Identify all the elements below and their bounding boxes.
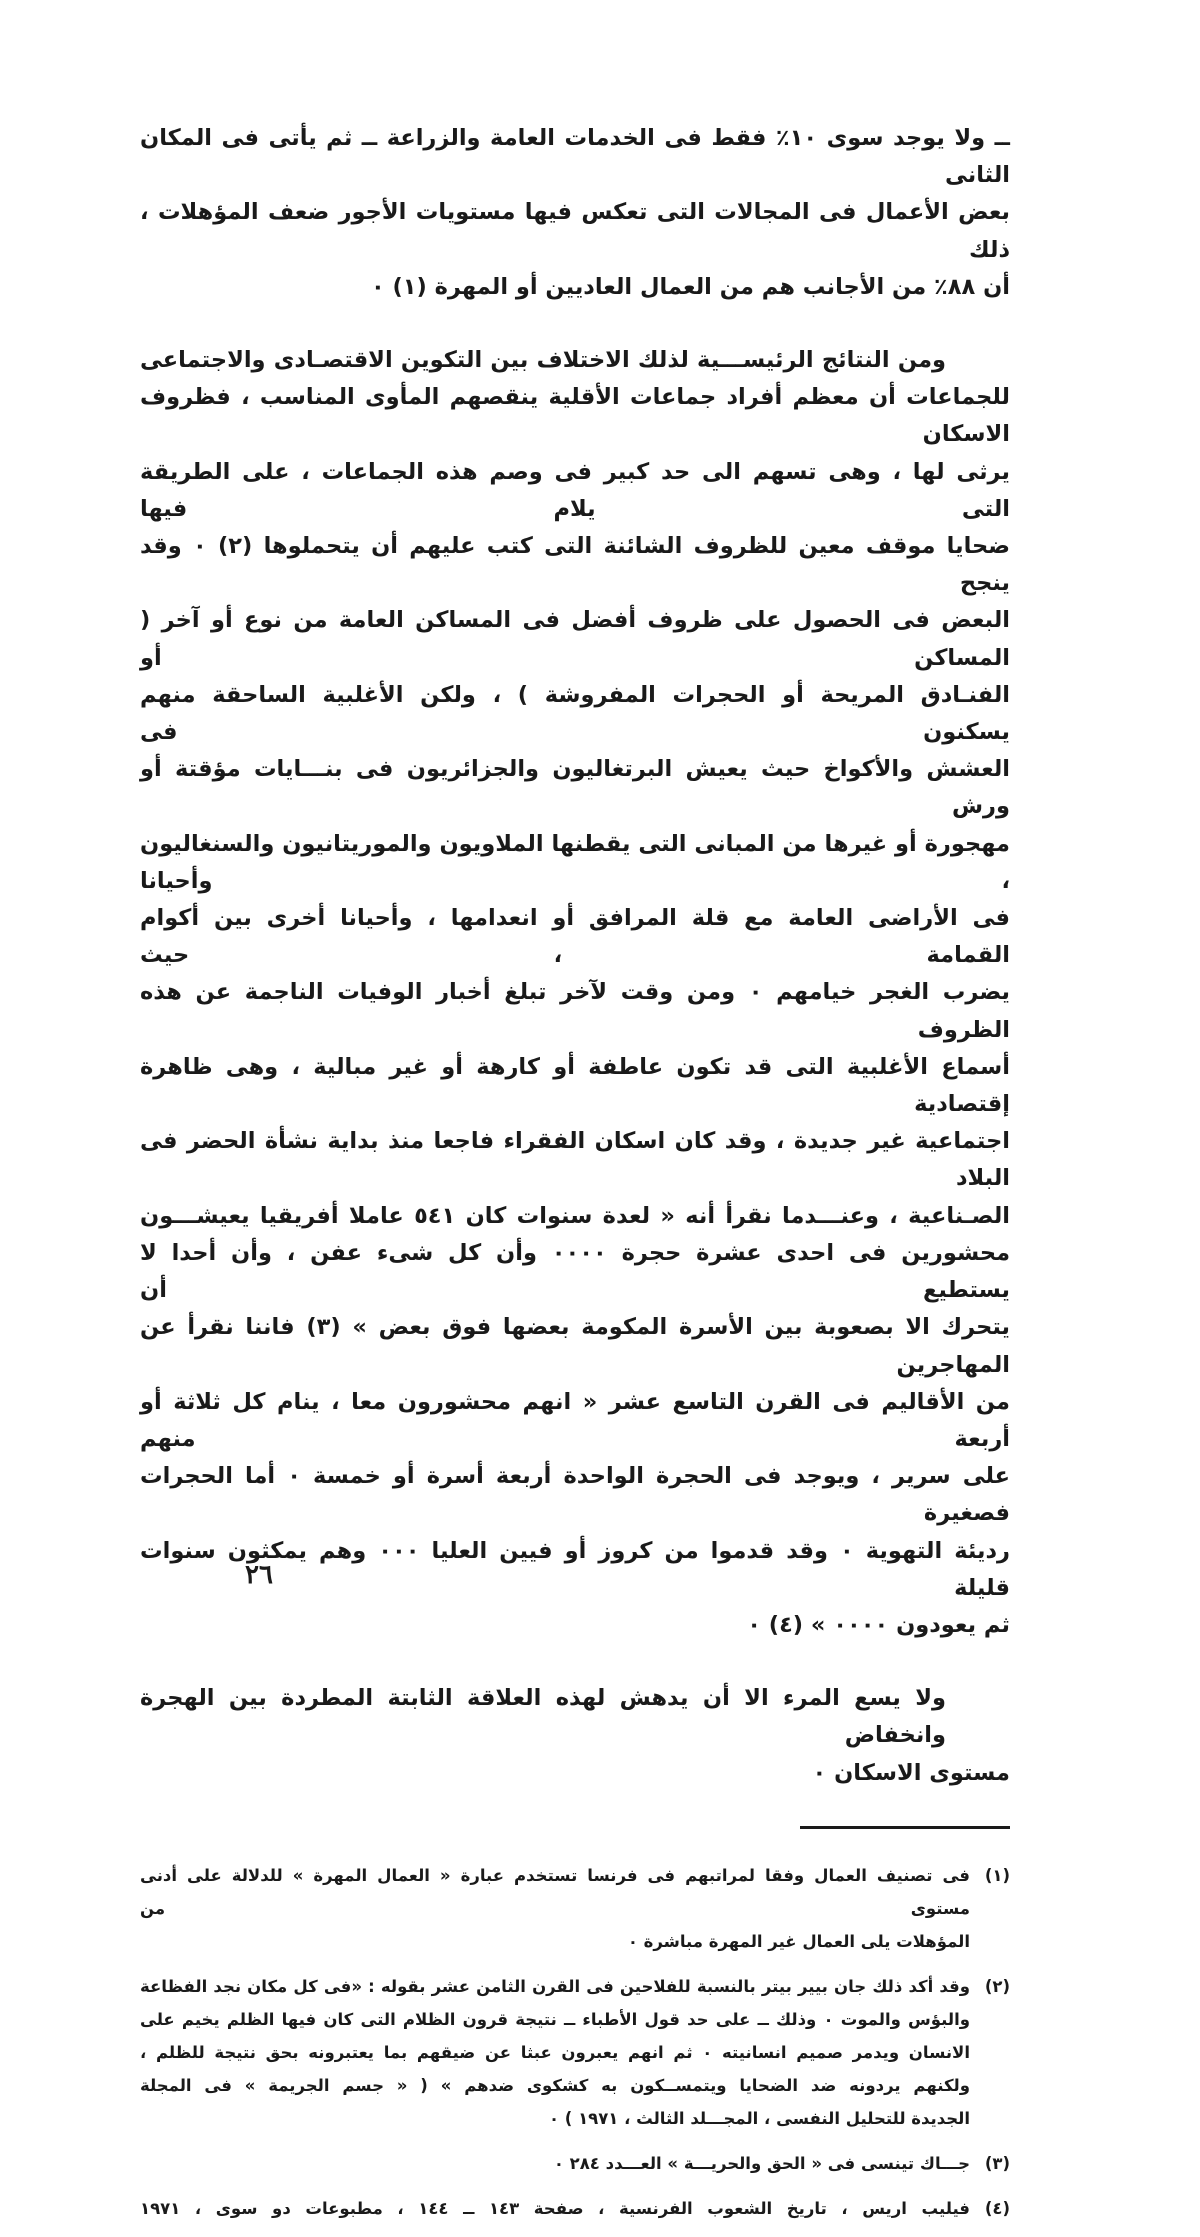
footnote-number: (١) — [984, 1865, 1010, 1885]
text-line: يتحرك الا بصعوبة بين الأسرة المكومة بعضها فوق بعض » (٣) فاننا نقرأ عن المهاجرين — [140, 1314, 1011, 1378]
footnotes — [140, 1859, 1010, 2225]
footnote-text — [140, 2147, 970, 2180]
text-line: فيليب اريس ، تاريخ الشعوب الفرنسية ، صفحة ١٤٣ ــ ١٤٤ ، مطبوعات دو سوى ، ١٩٧١ — [140, 2198, 970, 2218]
paragraph-2 — [140, 342, 1010, 1644]
footnote-number: (٣) — [984, 2153, 1010, 2173]
paragraph-3 — [140, 1680, 1010, 1792]
text-line: من الأقاليم فى القرن التاسع عشر « انهم محشورون معا ، ينام كل ثلاثة أو أربعة منهم — [140, 1388, 1010, 1452]
text-line: يضرب الغجر خيامهم ٠ ومن وقت لآخر تبلغ أخبار الوفيات الناجمة عن هذه الظروف — [140, 979, 1010, 1043]
text-line: للجماعات أن معظم أفراد جماعات الأقلية ينقصهم المأوى المناسب ، فظروف الاسكان — [140, 384, 1010, 448]
text-line: الفنـادق المريحة أو الحجرات المفروشة ) ، ولكن الأغلبية الساحقة منهم يسكنون فى — [140, 681, 1010, 746]
text-line: ثم يعودون ٠٠٠٠ » (٤) ٠ — [747, 1611, 1010, 1638]
text-line: بعض الأعمال فى المجالات التى تعكس فيها مستويات الأجور ضعف المؤهلات ، ذلك — [140, 199, 1010, 263]
text-line: فى الأراضى العامة مع قلة المرافق أو انعدامها ، وأحيانا أخرى بين أكوام القمامة ، حيث — [140, 905, 1010, 969]
text-line: محشورين فى احدى عشرة حجرة ٠٠٠٠ وأن كل شىء عفن ، وأن أحدا لا يستطيع أن — [140, 1239, 1011, 1304]
text-line: مستوى الاسكان ٠ — [812, 1759, 1010, 1786]
text-line: وقد أكد ذلك جان بيير بيتر بالنسبة للفلاحين فى القرن الثامن عشر بقوله : «فى كل مكان نجد الفظاعة — [140, 1976, 970, 1996]
text-line: الجديدة للتحليل النفسى ، المجـــلد الثالث ، ١٩٧١ ) ٠ — [548, 2108, 970, 2128]
footnote-text — [140, 1859, 970, 1958]
text-line: أن ٨٨٪ من الأجانب هم من العمال العاديين أو المهرة (١) ٠ — [370, 273, 1010, 300]
footnote-number: (٢) — [984, 1976, 1010, 1996]
text-line: البعض فى الحصول على ظروف أفضل فى المساكن العامة من نوع أو آخر ( المساكن أو — [140, 607, 1010, 671]
footnote-number: (٤) — [984, 2198, 1010, 2218]
footnote-1 — [140, 1859, 1010, 1958]
text-line: ومن النتائج الرئيســـية لذلك الاختلاف بين التكوين الاقتصـادى والاجتماعى — [140, 347, 946, 374]
footnote-separator-row — [140, 1792, 1010, 1829]
text-line: يرثى لها ، وهى تسهم الى حد كبير فى وصم هذه الجماعات ، على الطريقة التى يلام فيها — [140, 458, 1010, 522]
text-line: ــ ولا يوجد سوى ١٠٪ فقط فى الخدمات العامة والزراعة ــ ثم يأتى فى المكان الثانى — [140, 125, 1010, 189]
text-line: الصـناعية ، وعنـــدما نقرأ أنه « لعدة سنوات كان ٥٤١ عاملا أفريقيا يعيشـــون — [140, 1202, 1010, 1229]
text-line: والبؤس والموت ٠ وذلك ــ على حد قول الأطباء ــ نتيجة قرون الظلام التى كان فيها الظلم يخيم على — [140, 2009, 970, 2029]
text-line: أسماع الأغلبية التى قد تكون عاطفة أو كارهة أو غير مبالية ، وهى ظاهرة إقتصادية — [140, 1053, 1010, 1118]
text-line: ضحايا موقف معين للظروف الشائنة التى كتب عليهم أن يتحملوها (٢) ٠ وقد ينجح — [140, 533, 1010, 597]
footnote-text — [140, 2192, 970, 2225]
text-line: العشش والأكواخ حيث يعيش البرتغاليون والجزائريون فى بنـــايات مؤقتة أو ورش — [140, 756, 1010, 820]
page-body — [140, 120, 1010, 2237]
text-line: جـــاك تينسى فى « الحق والحريـــة » العـــدد ٢٨٤ ٠ — [553, 2153, 970, 2173]
footnote-4 — [140, 2192, 1010, 2225]
page-number: ٢٦ — [245, 1560, 273, 1590]
text-line: مهجورة أو غيرها من المبانى التى يقطنها الملاويون والموريتانيون والسنغاليون ، وأحيانا — [140, 830, 1010, 894]
text-line: فى تصنيف العمال وفقا لمراتبهم فى فرنسا تستخدم عبارة « العمال المهرة » للدلالة على أدنى مستوى من — [140, 1865, 970, 1918]
text-line: ولا يسع المرء الا أن يدهش لهذه العلاقة الثابتة المطردة بين الهجرة وانخفاض — [140, 1685, 946, 1749]
text-line: المؤهلات يلى العمال غير المهرة مباشرة ٠ — [627, 1931, 970, 1951]
text-line: ولكنهم يردونه ضد الضحايا ويتمســكون به كشكوى ضدهم » ( « جسم الجريمة » فى المجلة — [140, 2075, 970, 2095]
footnote-separator — [800, 1826, 1010, 1829]
footnote-2 — [140, 1970, 1010, 2135]
footnote-3 — [140, 2147, 1010, 2180]
text-line: اجتماعية غير جديدة ، وقد كان اسكان الفقراء فاجعا منذ بداية نشأة الحضر فى البلاد — [140, 1128, 1010, 1192]
text-line: رديئة التهوية ٠ وقد قدموا من كروز أو فيين العليا ٠٠٠ وهم يمكثون سنوات قليلة — [140, 1537, 1010, 1601]
text-line: الانسان ويدمر صميم انسانيته ٠ ثم انهم يعبرون عبثا عن ضيقهم بما يعتبرونه بحق نتيجة للظلم ، — [140, 2042, 971, 2062]
paragraph-1 — [140, 120, 1010, 306]
footnote-text — [140, 1970, 970, 2135]
text-line: على سرير ، ويوجد فى الحجرة الواحدة أربعة أسرة أو خمسة ٠ أما الحجرات فصغيرة — [140, 1463, 1011, 1527]
